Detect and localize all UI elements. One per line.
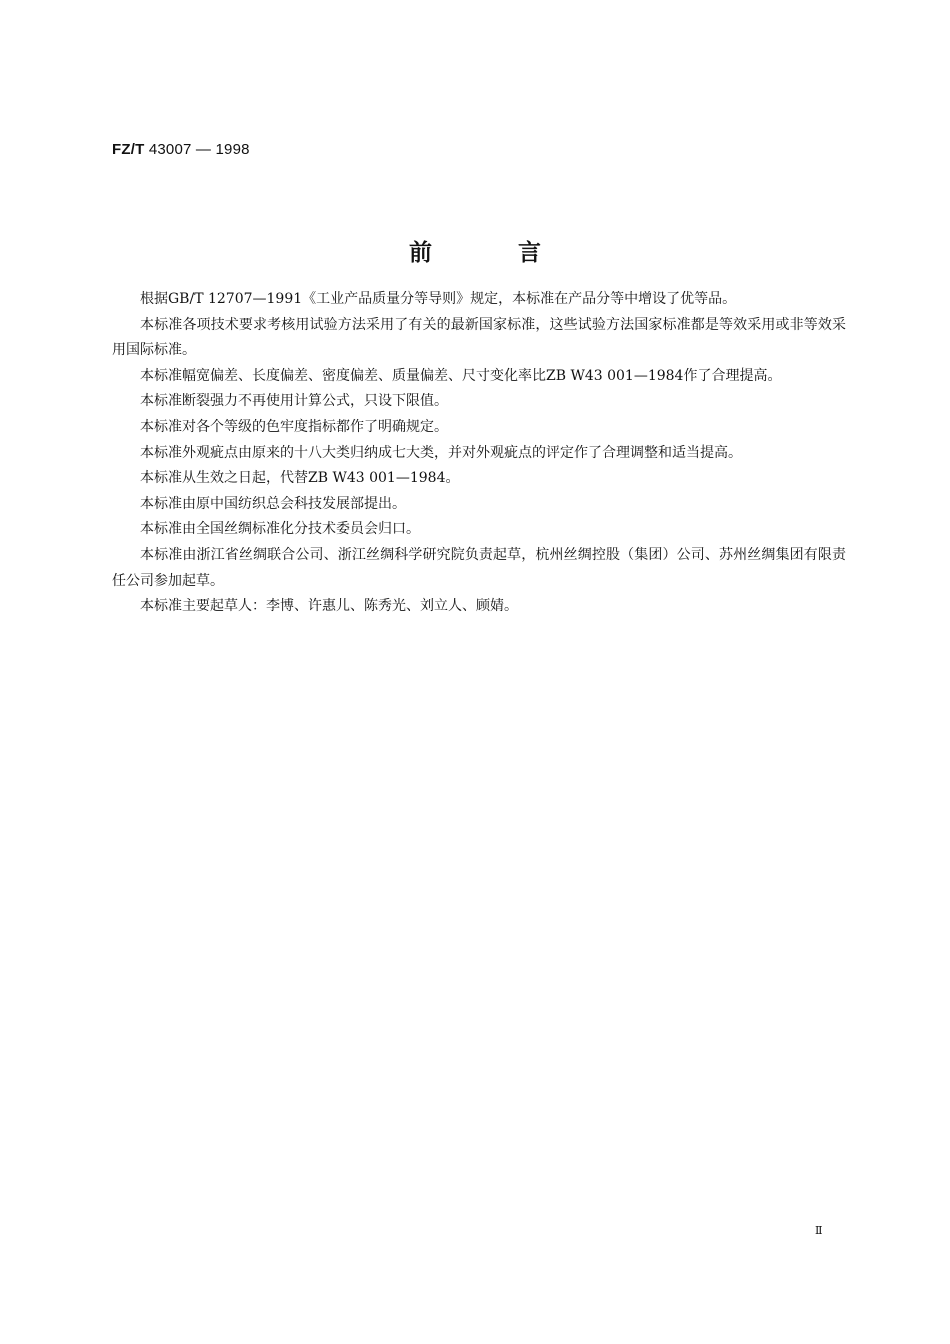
- paragraph: 本标准由全国丝绸标准化分技术委员会归口。: [140, 521, 420, 538]
- paragraph: 本标准对各个等级的色牢度指标都作了明确规定。: [140, 418, 448, 435]
- standard-number: [112, 141, 250, 158]
- paragraph: 本标准幅宽偏差、长度偏差、密度偏差、质量偏差、尺寸变化率比ZB W43 001—1984作了合理提高。: [140, 367, 782, 384]
- paragraph: 本标准由原中国纺织总会科技发展部提出。: [140, 495, 406, 512]
- standard-year-number: 43007 — 1998: [148, 141, 250, 158]
- page-title: 前言: [409, 240, 627, 266]
- paragraph: 本标准从生效之日起，代替ZB W43 001—1984。: [140, 470, 460, 487]
- standard-code: FZ/T: [112, 141, 145, 158]
- paragraph: 本标准各项技术要求考核用试验方法采用了有关的最新国家标准，这些试验方法国家标准都是等效采用或非等效采用国际标准。: [112, 316, 846, 359]
- paragraph: 本标准由浙江省丝绸联合公司、浙江丝绸科学研究院负责起草，杭州丝绸控股（集团）公司、苏州丝绸集团有限责任公司参加起草。: [112, 546, 846, 589]
- paragraph: 本标准断裂强力不再使用计算公式，只设下限值。: [140, 393, 448, 410]
- page-number: Ⅱ: [815, 1224, 823, 1237]
- paragraph: 根据GB/T 12707—1991《工业产品质量分等导则》规定，本标准在产品分等中增设了优等品。: [140, 291, 737, 307]
- paragraph: 本标准外观疵点由原来的十八大类归纳成七大类，并对外观疵点的评定作了合理调整和适当提高。: [140, 444, 742, 461]
- paragraph: 本标准主要起草人：李博、许惠儿、陈秀光、刘立人、顾婧。: [140, 598, 518, 615]
- foreword-body: [112, 287, 846, 620]
